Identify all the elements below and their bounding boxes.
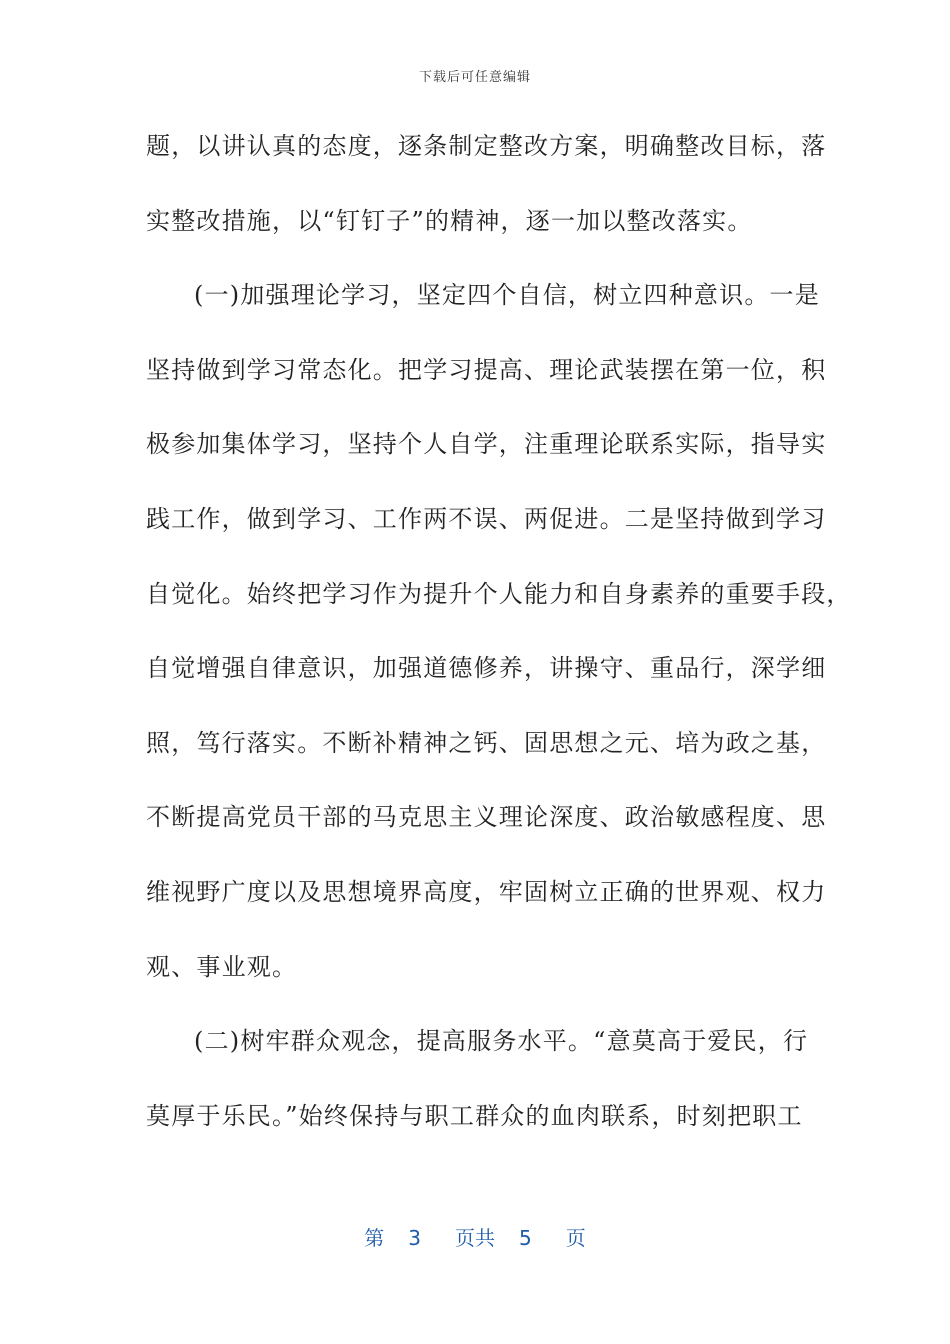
text-line: 莫厚于乐民。”始终保持与职工群众的血肉联系，时刻把职工 <box>146 1101 803 1130</box>
text-line: 极参加集体学习，坚持个人自学，注重理论联系实际，指导实 <box>146 430 827 459</box>
text-line: 照，笃行落实。不断补精神之钙、固思想之元、培为政之基， <box>146 728 827 757</box>
section-heading-line: (二)树牢群众观念，提高服务水平。“意莫高于爱民，行 <box>194 1027 809 1056</box>
text-line: 题，以讲认真的态度，逐条制定整改方案，明确整改目标，落 <box>146 132 827 160</box>
footer-prefix: 第 <box>364 1226 385 1250</box>
text-line: 自觉化。始终把学习作为提升个人能力和自身素养的重要手段， <box>146 579 852 608</box>
footer-current-page: 3 <box>408 1226 421 1250</box>
section-heading-line: (一)加强理论学习，坚定四个自信，树立四种意识。一是 <box>194 281 820 310</box>
footer-middle: 页共 <box>455 1226 495 1250</box>
footer-total-pages: 5 <box>519 1226 532 1250</box>
text-line: 坚持做到学习常态化。把学习提高、理论武装摆在第一位，积 <box>146 355 827 384</box>
body-text <box>146 124 852 1168</box>
text-line: 维视野广度以及思想境界高度，牢固树立正确的世界观、权力 <box>146 877 827 906</box>
header-note: 下载后可任意编辑 <box>418 70 531 85</box>
text-line: 自觉增强自律意识，加强道德修养，讲操守、重品行，深学细 <box>146 654 827 683</box>
text-line: 践工作，做到学习、工作两不误、两促进。二是坚持做到学习 <box>146 504 827 533</box>
footer-suffix: 页 <box>565 1226 586 1250</box>
text-line: 实整改措施，以“钉钉子”的精神，逐一加以整改落实。 <box>146 206 753 235</box>
text-line: 观、事业观。 <box>146 952 298 981</box>
text-line: 不断提高党员干部的马克思主义理论深度、政治敏感程度、思 <box>146 803 827 832</box>
page-number-footer <box>0 1222 950 1251</box>
